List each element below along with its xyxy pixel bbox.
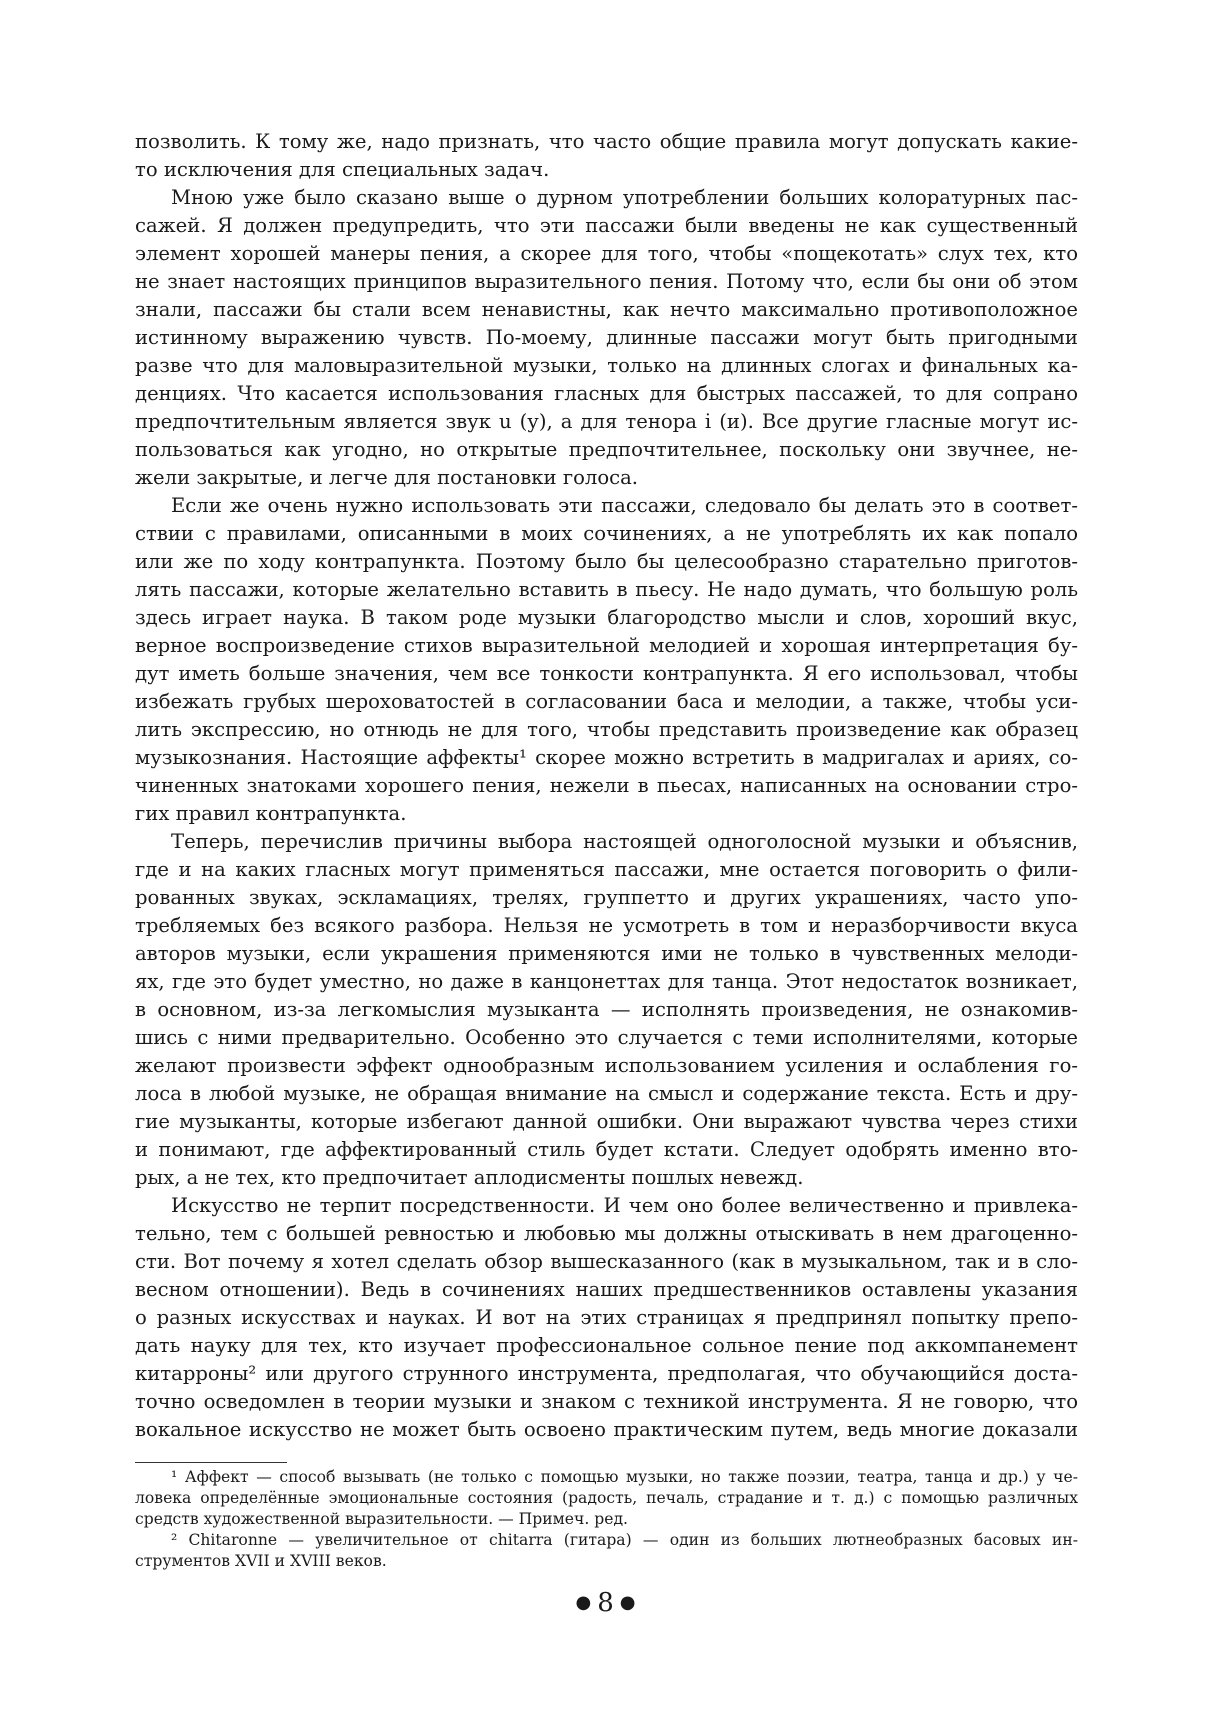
text-line: сажей. Я должен предупредить, что эти пассажи были введены не как существенный <box>135 214 1078 237</box>
text-line: дать науку для тех, кто изучает профессиональное сольное пение под аккомпанемент <box>135 1334 1078 1357</box>
text-line: требляемых без всякого разбора. Нельзя не усмотреть в том и неразборчивости вкуса <box>135 914 1078 937</box>
text-line: ях, где это будет уместно, но даже в канцонеттах для танца. Этот недостаток возникает, <box>135 970 1078 993</box>
text-line: лить экспрессию, но отнюдь не для того, чтобы представить произведение как образец <box>135 718 1078 741</box>
footnote-line: струментов XVII и XVIII веков. <box>135 1552 387 1570</box>
text-line: ствии с правилами, описанными в моих сочинениях, а не употреблять их как попало <box>135 522 1078 545</box>
text-line: о разных искусствах и науках. И вот на этих страницах я предпринял попытку препо- <box>135 1306 1078 1329</box>
footnote-line: ловека определённые эмоциональные состояния (радость, печаль, страдание и т. д.) с помощью различных <box>135 1489 1078 1507</box>
text-line: дут иметь больше значения, чем все тонкости контрапункта. Я его использовал, чтобы <box>135 662 1078 685</box>
page-number-value: 8 <box>597 1588 614 1618</box>
text-line: вокальное искусство не может быть освоено практическим путем, ведь многие доказали <box>135 1418 1078 1441</box>
text-line: здесь играет наука. В таком роде музыки благородство мысли и слов, хороший вкус, <box>135 606 1078 629</box>
text-line: рованных звуках, эскламациях, трелях, группетто и других украшениях, часто упо- <box>135 886 1078 909</box>
text-line: не знает настоящих принципов выразительного пения. Потому что, если бы они об этом <box>135 270 1078 293</box>
footnote-line: ¹ Аффект — способ вызывать (не только с помощью музыки, но также поэзии, театра, танца и др.) у че- <box>171 1468 1078 1486</box>
text-line: гих правил контрапункта. <box>135 802 407 825</box>
main-text <box>135 128 1078 1444</box>
text-line: избежать грубых шероховатостей в согласовании баса и мелодии, а также, чтобы уси- <box>135 690 1078 713</box>
text-line: тельно, тем с большей ревностью и любовью мы должны отыскивать в нем драгоценно- <box>135 1222 1078 1245</box>
text-line: сти. Вот почему я хотел сделать обзор вышесказанного (как в музыкальном, так и в сло- <box>135 1250 1078 1273</box>
text-line: пользоваться как угодно, но открытые предпочтительнее, поскольку они звучнее, не- <box>135 438 1078 461</box>
text-line: Мною уже было сказано выше о дурном употреблении больших колоратурных пас- <box>171 186 1078 209</box>
text-line: Если же очень нужно использовать эти пассажи, следовало бы делать это в соответ- <box>171 494 1078 517</box>
text-line: гие музыканты, которые избегают данной ошибки. Они выражают чувства через стихи <box>135 1110 1078 1133</box>
paragraph-2 <box>135 184 1078 492</box>
text-line: знали, пассажи бы стали всем ненавистны, как нечто максимально противоположное <box>135 298 1078 321</box>
text-line: позволить. К тому же, надо признать, что часто общие правила могут допускать какие- <box>135 130 1078 153</box>
text-line: предпочтительным является звук u (у), а для тенора i (и). Все другие гласные могут ис- <box>135 410 1078 433</box>
text-line: китарроны² или другого струнного инструмента, предполагая, что обучающийся доста- <box>135 1362 1078 1385</box>
text-line: в основном, из-за легкомыслия музыканта — исполнять произведения, не ознакомив- <box>135 998 1078 1021</box>
footnote-1 <box>135 1467 1078 1530</box>
text-line: денциях. Что касается использования гласных для быстрых пассажей, то для сопрано <box>135 382 1078 405</box>
text-line: и понимают, где аффектированный стиль будет кстати. Следует одобрять именно вто- <box>135 1138 1078 1161</box>
text-line: элемент хорошей манеры пения, а скорее для того, чтобы «пощекотать» слух тех, кто <box>135 242 1078 265</box>
text-line: жели закрытые, и легче для постановки голоса. <box>135 466 639 489</box>
footnote-2 <box>135 1530 1078 1572</box>
text-line: лять пассажи, которые желательно вставить в пьесу. Не надо думать, что большую роль <box>135 578 1078 601</box>
footnote-line: средств художественной выразительности. — Примеч. ред. <box>135 1510 629 1528</box>
text-line: верное воспроизведение стихов выразительной мелодией и хорошая интерпретация бу- <box>135 634 1078 657</box>
paragraph-4 <box>135 828 1078 1192</box>
text-line: авторов музыки, если украшения применяются ими не только в чувственных мелоди- <box>135 942 1078 965</box>
footnotes <box>135 1467 1078 1572</box>
text-line: истинному выражению чувств. По-моему, длинные пассажи могут быть пригодными <box>135 326 1078 349</box>
text-line: разве что для маловыразительной музыки, только на длинных слогах и финальных ка- <box>135 354 1078 377</box>
text-line: или же по ходу контрапункта. Поэтому было бы целесообразно старательно приготов- <box>135 550 1078 573</box>
text-line: весном отношении). Ведь в сочинениях наших предшественников оставлены указания <box>135 1278 1078 1301</box>
text-line: желают произвести эффект однообразным использованием усиления и ослабления го- <box>135 1054 1078 1077</box>
text-line: где и на каких гласных могут применяться пассажи, мне остается поговорить о фили- <box>135 858 1078 881</box>
text-line: рых, а не тех, кто предпочитает аплодисменты пошлых невежд. <box>135 1166 804 1189</box>
text-line: Искусство не терпит посредственности. И чем оно более величественно и привлека- <box>171 1194 1078 1217</box>
paragraph-1 <box>135 128 1078 184</box>
paragraph-5 <box>135 1192 1078 1444</box>
text-line: точно осведомлен в теории музыки и знаком с техникой инструмента. Я не говорю, что <box>135 1390 1078 1413</box>
text-line: лоса в любой музыке, не обращая внимание на смысл и содержание текста. Есть и дру- <box>135 1082 1078 1105</box>
footnote-line: ² Chitaronne — увеличительное от chitarra (гитара) — один из больших лютнеобразных басовых ин- <box>171 1531 1078 1549</box>
text-line: чиненных знатоками хорошего пения, нежели в пьесах, написанных на основании стро- <box>135 774 1078 797</box>
text-line: то исключения для специальных задач. <box>135 158 550 181</box>
bullet-left-icon: ● <box>575 1592 592 1613</box>
page-number <box>0 1587 1211 1619</box>
footnote-divider <box>135 1462 287 1463</box>
text-line: шись с ними предварительно. Особенно это случается с теми исполнителями, которые <box>135 1026 1078 1049</box>
bullet-right-icon: ● <box>619 1592 636 1613</box>
text-line: музыкознания. Настоящие аффекты¹ скорее можно встретить в мадригалах и ариях, со- <box>135 746 1078 769</box>
text-line: Теперь, перечислив причины выбора настоящей одноголосной музыки и объяснив, <box>171 830 1078 853</box>
paragraph-3 <box>135 492 1078 828</box>
